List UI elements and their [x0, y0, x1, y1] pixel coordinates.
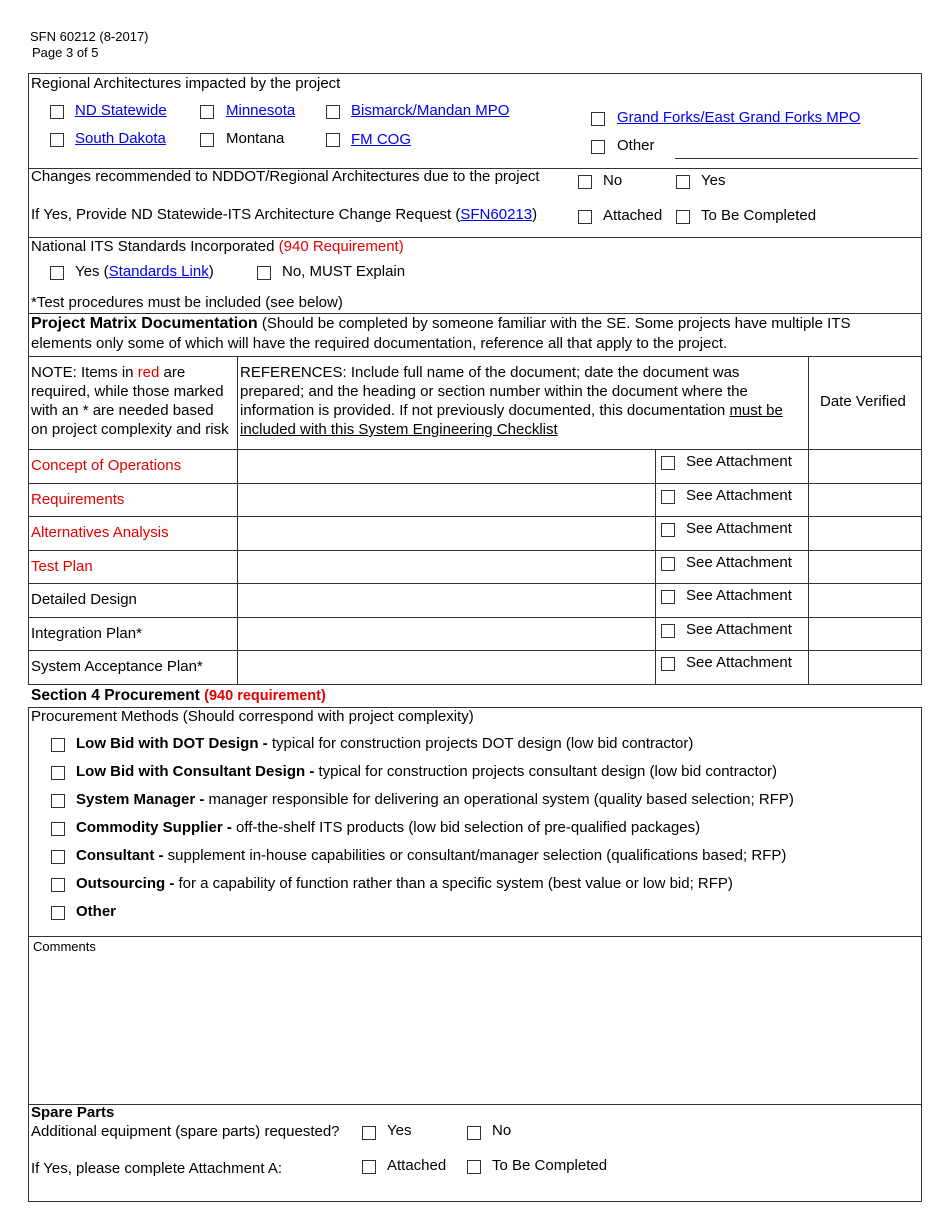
spare-parts-no-checkbox[interactable] [467, 1126, 481, 1140]
minnesota-link[interactable]: Minnesota [226, 102, 296, 119]
spare-parts-yes-label: Yes [387, 1122, 412, 1139]
matrix-ref-line4: included with this System Engineering Checklist [240, 421, 558, 438]
attachment-a-attached-label: Attached [387, 1157, 447, 1174]
montana-label: Montana [226, 130, 285, 147]
standards-yes-label: Yes (Standards Link) [75, 263, 214, 280]
comments-box[interactable] [28, 936, 922, 1105]
south-dakota-link[interactable]: South Dakota [75, 130, 166, 147]
regional-title: Regional Architectures impacted by the project [31, 75, 341, 92]
spare-parts-question: Additional equipment (spare parts) requested? [31, 1123, 340, 1140]
matrix-note-line4: on project complexity and risk [31, 421, 229, 438]
matrix-title: Project Matrix Documentation [31, 315, 258, 332]
change-attached-label: Attached [603, 207, 663, 224]
sfn60213-link[interactable]: SFN60213 [460, 206, 533, 223]
changes-yes-label: Yes [701, 172, 726, 189]
see-attachment-label: See Attachment [686, 520, 792, 537]
row-label-concept-of-operations: Concept of Operations [31, 457, 182, 474]
spare-parts-yes-checkbox[interactable] [362, 1126, 376, 1140]
see-attachment-checkbox[interactable] [661, 490, 675, 504]
see-attachment-checkbox[interactable] [661, 590, 675, 604]
other-architecture-checkbox[interactable] [591, 140, 605, 154]
bismarck-link[interactable]: Bismarck/Mandan MPO [351, 102, 510, 119]
grand-forks-checkbox[interactable] [591, 112, 605, 126]
see-attachment-checkbox[interactable] [661, 523, 675, 537]
procurement-requirement: (940 requirement) [204, 688, 326, 704]
spare-parts-no-label: No [492, 1122, 512, 1139]
grand-forks-link[interactable]: Grand Forks/East Grand Forks MPO [617, 109, 861, 126]
see-attachment-label: See Attachment [686, 654, 792, 671]
procurement-method-checkbox[interactable] [51, 822, 65, 836]
other-architecture-input[interactable] [675, 158, 918, 159]
procurement-method: System Manager - manager responsible for delivering an operational system (quality based selection; RFP) [76, 791, 794, 808]
procurement-method: Low Bid with Consultant Design - typical for construction projects consultant design (low bid contractor) [76, 763, 778, 780]
see-attachment-checkbox[interactable] [661, 657, 675, 671]
see-attachment-checkbox[interactable] [661, 456, 675, 470]
standards-yes-checkbox[interactable] [50, 266, 64, 280]
nd-statewide-link[interactable]: ND Statewide [75, 102, 167, 119]
see-attachment-label: See Attachment [686, 487, 792, 504]
matrix-header: Project Matrix Documentation (Should be completed by someone familiar with the SE. Some projects have multiple ITS [31, 315, 851, 332]
procurement-methods-title: Procurement Methods (Should correspond with project complexity) [31, 708, 474, 725]
standards-no-checkbox[interactable] [257, 266, 271, 280]
change-tbc-checkbox[interactable] [676, 210, 690, 224]
minnesota-checkbox[interactable] [200, 105, 214, 119]
nd-statewide-checkbox[interactable] [50, 105, 64, 119]
matrix-ref-line3: information is provided. If not previously documented, this documentation must be [240, 402, 783, 419]
row-label-alternatives-analysis: Alternatives Analysis [31, 524, 169, 541]
attachment-a-tbc-label: To Be Completed [492, 1157, 608, 1174]
date-verified-header: Date Verified [820, 393, 906, 410]
see-attachment-checkbox[interactable] [661, 624, 675, 638]
changes-no-label: No [603, 172, 623, 189]
montana-checkbox[interactable] [200, 133, 214, 147]
procurement-method-checkbox[interactable] [51, 850, 65, 864]
see-attachment-checkbox[interactable] [661, 557, 675, 571]
bismarck-checkbox[interactable] [326, 105, 340, 119]
matrix-note-line1: NOTE: Items in red are [31, 364, 186, 381]
test-procedures-note: *Test procedures must be included (see below) [31, 294, 343, 311]
changes-no-checkbox[interactable] [578, 175, 592, 189]
row-label-test-plan: Test Plan [31, 558, 93, 575]
spare-parts-box [28, 1104, 922, 1202]
procurement-method: Other [76, 903, 117, 920]
row-label-system-acceptance-plan: System Acceptance Plan* [31, 658, 203, 675]
page-number: Page 3 of 5 [32, 45, 99, 60]
changes-question: Changes recommended to NDDOT/Regional Architectures due to the project [31, 168, 540, 185]
procurement-method: Outsourcing - for a capability of function rather than a specific system (best value or low bid; RFP) [76, 875, 733, 892]
see-attachment-label: See Attachment [686, 453, 792, 470]
matrix-note-line2: required, while those marked [31, 383, 224, 400]
attachment-a-tbc-checkbox[interactable] [467, 1160, 481, 1174]
attachment-a-attached-checkbox[interactable] [362, 1160, 376, 1174]
see-attachment-label: See Attachment [686, 621, 792, 638]
procurement-method: Consultant - supplement in-house capabilities or consultant/manager selection (qualifications based; RFP) [76, 847, 787, 864]
see-attachment-label: See Attachment [686, 587, 792, 604]
attachment-a-instruction: If Yes, please complete Attachment A: [31, 1160, 282, 1177]
see-attachment-label: See Attachment [686, 554, 792, 571]
spare-parts-title: Spare Parts [31, 1104, 115, 1121]
changes-yes-checkbox[interactable] [676, 175, 690, 189]
comments-label: Comments [33, 939, 96, 954]
standards-title: National ITS Standards Incorporated (940 Requirement) [31, 238, 404, 255]
south-dakota-checkbox[interactable] [50, 133, 64, 147]
procurement-method: Commodity Supplier - off-the-shelf ITS products (low bid selection of pre-qualified packages) [76, 819, 701, 836]
matrix-desc-line2: elements only some of which will have the required documentation, reference all that apply to the project. [31, 335, 728, 352]
matrix-ref-line2: prepared; and the heading or section number within the document where the [240, 383, 748, 400]
procurement-method-checkbox[interactable] [51, 878, 65, 892]
procurement-method-checkbox[interactable] [51, 766, 65, 780]
row-label-requirements: Requirements [31, 491, 125, 508]
standards-no-label: No, MUST Explain [282, 263, 406, 280]
other-architecture-label: Other [617, 137, 655, 154]
fm-cog-checkbox[interactable] [326, 133, 340, 147]
procurement-method-checkbox[interactable] [51, 738, 65, 752]
fm-cog-link[interactable]: FM COG [351, 131, 411, 148]
procurement-method: Low Bid with DOT Design - typical for construction projects DOT design (low bid contractor) [76, 735, 694, 752]
form-number: SFN 60212 (8-2017) [30, 29, 149, 44]
matrix-note-line3: with an * are needed based [31, 402, 214, 419]
change-attached-checkbox[interactable] [578, 210, 592, 224]
procurement-method-checkbox[interactable] [51, 906, 65, 920]
matrix-ref-line1: REFERENCES: Include full name of the document; date the document was [240, 364, 740, 381]
procurement-method-checkbox[interactable] [51, 794, 65, 808]
procurement-section-title: Section 4 Procurement (940 requirement) [31, 687, 326, 704]
standards-requirement: (940 Requirement) [278, 238, 404, 255]
standards-link[interactable]: Standards Link [108, 263, 209, 280]
change-tbc-label: To Be Completed [701, 207, 817, 224]
row-label-detailed-design: Detailed Design [31, 591, 137, 608]
change-request-text: If Yes, Provide ND Statewide-ITS Architecture Change Request (SFN60213) [31, 206, 538, 223]
row-label-integration-plan: Integration Plan* [31, 625, 142, 642]
